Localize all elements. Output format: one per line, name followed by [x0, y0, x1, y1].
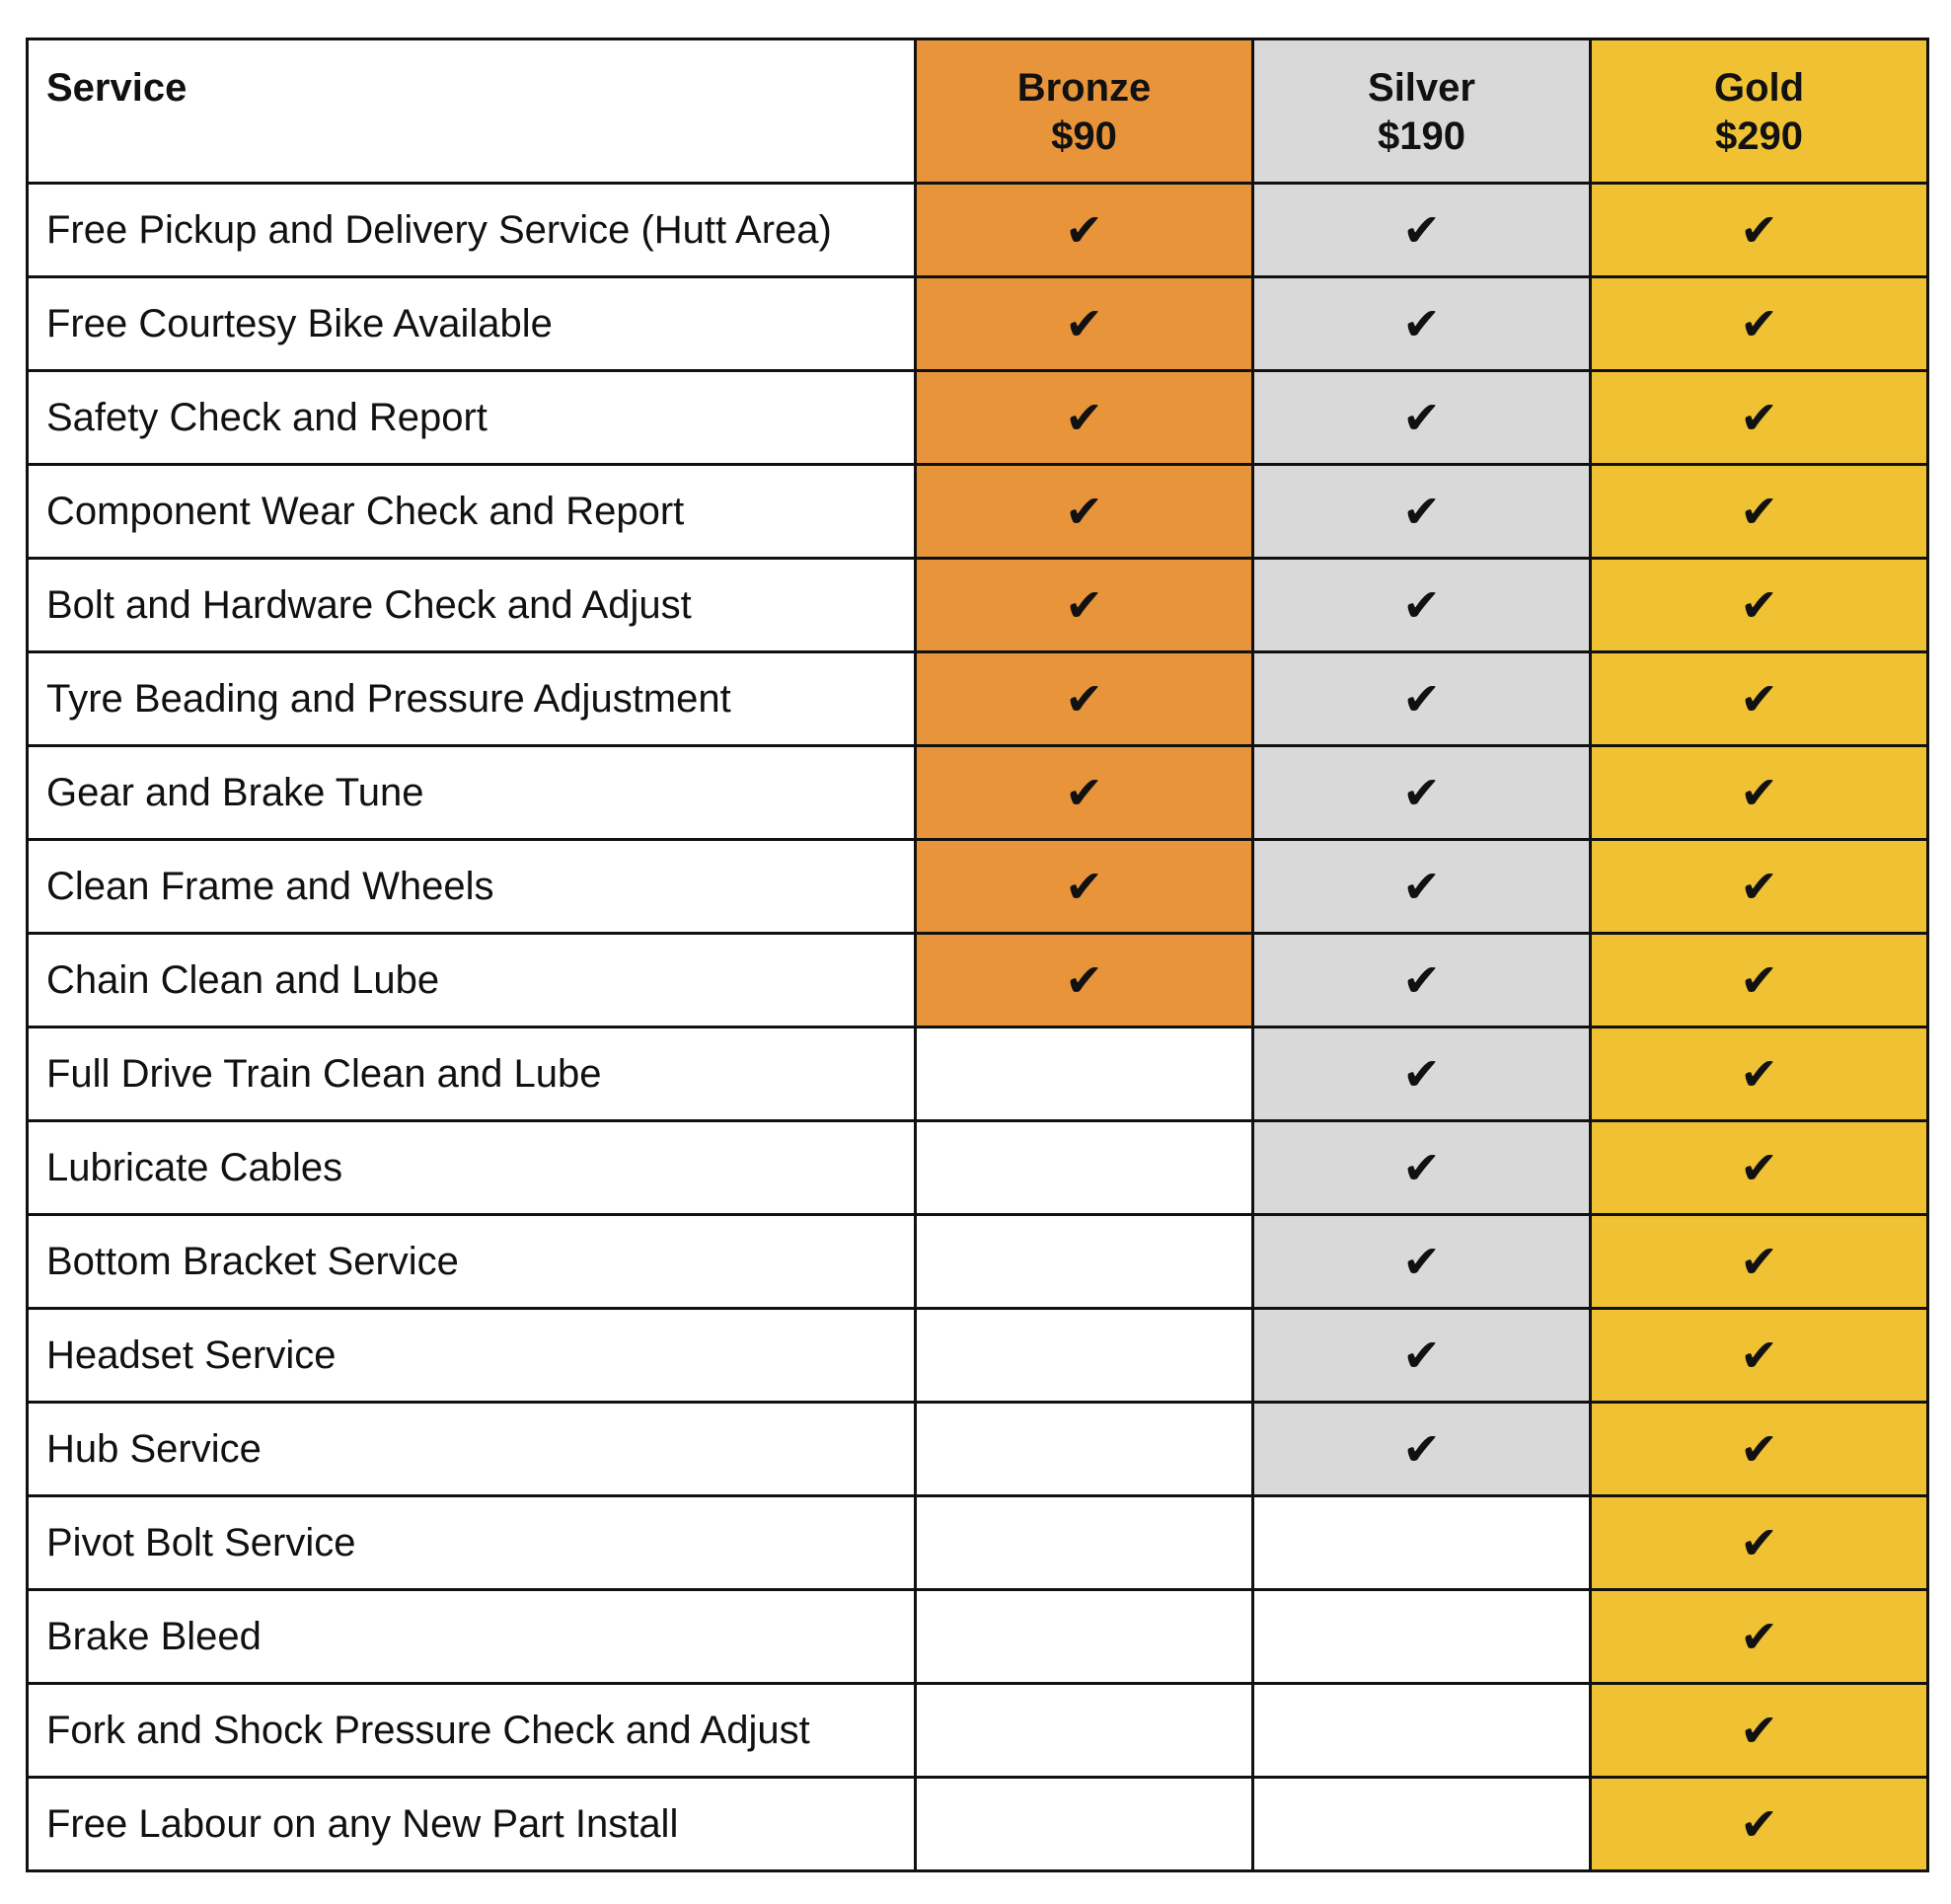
service-name: Free Pickup and Delivery Service (Hutt Area)	[28, 184, 916, 277]
check-mark-icon: ✔	[1402, 766, 1441, 819]
service-name: Tyre Beading and Pressure Adjustment	[28, 652, 916, 746]
check-mark-icon: ✔	[1065, 860, 1103, 913]
check-mark-icon: ✔	[1402, 485, 1441, 538]
tier-cell-gold	[1591, 1403, 1928, 1496]
tier-cell-silver	[1253, 1684, 1591, 1778]
check-mark-icon: ✔	[1740, 1422, 1778, 1476]
tier-cell-bronze	[916, 1684, 1253, 1778]
tier-cell-silver	[1253, 277, 1591, 371]
table-row	[28, 1121, 1928, 1215]
service-name: Chain Clean and Lube	[28, 934, 916, 1028]
tier-cell-gold	[1591, 746, 1928, 840]
tier-cell-bronze	[916, 1590, 1253, 1684]
table-row	[28, 652, 1928, 746]
tier-cell-bronze	[916, 652, 1253, 746]
check-mark-icon: ✔	[1740, 766, 1778, 819]
service-name: Full Drive Train Clean and Lube	[28, 1028, 916, 1121]
check-mark-icon: ✔	[1740, 1610, 1778, 1663]
tier-cell-silver	[1253, 1121, 1591, 1215]
table-body	[28, 184, 1928, 1871]
tier-cell-gold	[1591, 1309, 1928, 1403]
table-row	[28, 465, 1928, 559]
check-mark-icon: ✔	[1402, 1329, 1441, 1382]
check-mark-icon: ✔	[1065, 578, 1103, 632]
service-name: Safety Check and Report	[28, 371, 916, 465]
service-pricing-table	[26, 38, 1929, 1872]
tier-price: $90	[1051, 114, 1117, 158]
tier-cell-bronze	[916, 1215, 1253, 1309]
check-mark-icon: ✔	[1740, 391, 1778, 444]
tier-cell-gold	[1591, 934, 1928, 1028]
service-column-header: Service	[28, 39, 916, 184]
tier-cell-silver	[1253, 1496, 1591, 1590]
check-mark-icon: ✔	[1740, 1329, 1778, 1382]
tier-cell-gold	[1591, 1496, 1928, 1590]
check-mark-icon: ✔	[1740, 297, 1778, 350]
tier-cell-silver	[1253, 652, 1591, 746]
tier-cell-gold	[1591, 1778, 1928, 1871]
table-row	[28, 1684, 1928, 1778]
check-mark-icon: ✔	[1740, 953, 1778, 1007]
tier-cell-bronze	[916, 934, 1253, 1028]
check-mark-icon: ✔	[1740, 1047, 1778, 1101]
check-mark-icon: ✔	[1740, 1141, 1778, 1194]
service-name: Free Courtesy Bike Available	[28, 277, 916, 371]
check-mark-icon: ✔	[1402, 391, 1441, 444]
table-row	[28, 371, 1928, 465]
check-mark-icon: ✔	[1740, 578, 1778, 632]
table-row	[28, 1215, 1928, 1309]
check-mark-icon: ✔	[1402, 578, 1441, 632]
tier-cell-silver	[1253, 371, 1591, 465]
tier-name: Silver	[1368, 66, 1475, 110]
table-row	[28, 559, 1928, 652]
tier-cell-gold	[1591, 1684, 1928, 1778]
table-row	[28, 1496, 1928, 1590]
tier-cell-bronze	[916, 465, 1253, 559]
tier-cell-gold	[1591, 371, 1928, 465]
check-mark-icon: ✔	[1065, 766, 1103, 819]
check-mark-icon: ✔	[1402, 1141, 1441, 1194]
check-mark-icon: ✔	[1065, 953, 1103, 1007]
tier-cell-bronze	[916, 559, 1253, 652]
check-mark-icon: ✔	[1402, 1047, 1441, 1101]
tier-cell-silver	[1253, 746, 1591, 840]
tier-cell-silver	[1253, 1215, 1591, 1309]
service-name: Headset Service	[28, 1309, 916, 1403]
tier-cell-gold	[1591, 1215, 1928, 1309]
check-mark-icon: ✔	[1740, 860, 1778, 913]
tier-cell-silver	[1253, 840, 1591, 934]
tier-cell-bronze	[916, 840, 1253, 934]
table-row	[28, 840, 1928, 934]
check-mark-icon: ✔	[1402, 953, 1441, 1007]
table-row	[28, 277, 1928, 371]
service-name: Fork and Shock Pressure Check and Adjust	[28, 1684, 916, 1778]
check-mark-icon: ✔	[1740, 203, 1778, 257]
tier-cell-gold	[1591, 1028, 1928, 1121]
tier-cell-silver	[1253, 465, 1591, 559]
tier-cell-silver	[1253, 1028, 1591, 1121]
tier-name: Bronze	[1016, 66, 1152, 110]
service-name: Brake Bleed	[28, 1590, 916, 1684]
service-name: Gear and Brake Tune	[28, 746, 916, 840]
service-name: Hub Service	[28, 1403, 916, 1496]
check-mark-icon: ✔	[1402, 1422, 1441, 1476]
service-name: Pivot Bolt Service	[28, 1496, 916, 1590]
table-row	[28, 1590, 1928, 1684]
check-mark-icon: ✔	[1065, 485, 1103, 538]
check-mark-icon: ✔	[1740, 1235, 1778, 1288]
tier-price: $190	[1378, 114, 1465, 158]
check-mark-icon: ✔	[1402, 297, 1441, 350]
service-name: Free Labour on any New Part Install	[28, 1778, 916, 1871]
check-mark-icon: ✔	[1740, 1704, 1778, 1757]
table-row	[28, 1309, 1928, 1403]
tier-cell-gold	[1591, 465, 1928, 559]
check-mark-icon: ✔	[1065, 203, 1103, 257]
tier-cell-bronze	[916, 1778, 1253, 1871]
tier-header-gold	[1591, 39, 1928, 184]
tier-header-silver	[1253, 39, 1591, 184]
service-name: Component Wear Check and Report	[28, 465, 916, 559]
check-mark-icon: ✔	[1740, 485, 1778, 538]
tier-cell-bronze	[916, 746, 1253, 840]
check-mark-icon: ✔	[1065, 672, 1103, 725]
tier-cell-gold	[1591, 277, 1928, 371]
tier-cell-gold	[1591, 1121, 1928, 1215]
tier-cell-gold	[1591, 652, 1928, 746]
tier-cell-bronze	[916, 371, 1253, 465]
service-name: Lubricate Cables	[28, 1121, 916, 1215]
tier-cell-silver	[1253, 934, 1591, 1028]
service-name: Bottom Bracket Service	[28, 1215, 916, 1309]
check-mark-icon: ✔	[1402, 860, 1441, 913]
tier-cell-gold	[1591, 840, 1928, 934]
check-mark-icon: ✔	[1740, 672, 1778, 725]
check-mark-icon: ✔	[1402, 672, 1441, 725]
check-mark-icon: ✔	[1740, 1516, 1778, 1569]
check-mark-icon: ✔	[1065, 297, 1103, 350]
tier-cell-gold	[1591, 1590, 1928, 1684]
tier-cell-bronze	[916, 1028, 1253, 1121]
check-mark-icon: ✔	[1402, 203, 1441, 257]
service-name: Clean Frame and Wheels	[28, 840, 916, 934]
tier-cell-bronze	[916, 1403, 1253, 1496]
tier-cell-gold	[1591, 559, 1928, 652]
tier-cell-silver	[1253, 1309, 1591, 1403]
tier-cell-bronze	[916, 1121, 1253, 1215]
tier-cell-silver	[1253, 559, 1591, 652]
tier-cell-bronze	[916, 1496, 1253, 1590]
tier-cell-bronze	[916, 184, 1253, 277]
tier-cell-gold	[1591, 184, 1928, 277]
tier-cell-silver	[1253, 1778, 1591, 1871]
tier-price: $290	[1715, 114, 1803, 158]
table-row	[28, 1403, 1928, 1496]
check-mark-icon: ✔	[1065, 391, 1103, 444]
table-row	[28, 934, 1928, 1028]
table-row	[28, 746, 1928, 840]
service-name: Bolt and Hardware Check and Adjust	[28, 559, 916, 652]
tier-cell-silver	[1253, 184, 1591, 277]
table-header-row	[28, 39, 1928, 184]
table-row	[28, 1028, 1928, 1121]
tier-cell-bronze	[916, 1309, 1253, 1403]
tier-header-bronze	[916, 39, 1253, 184]
tier-name: Gold	[1713, 66, 1805, 110]
tier-cell-silver	[1253, 1403, 1591, 1496]
check-mark-icon: ✔	[1402, 1235, 1441, 1288]
table-row	[28, 184, 1928, 277]
tier-cell-bronze	[916, 277, 1253, 371]
table-row	[28, 1778, 1928, 1871]
check-mark-icon: ✔	[1740, 1797, 1778, 1851]
tier-cell-silver	[1253, 1590, 1591, 1684]
